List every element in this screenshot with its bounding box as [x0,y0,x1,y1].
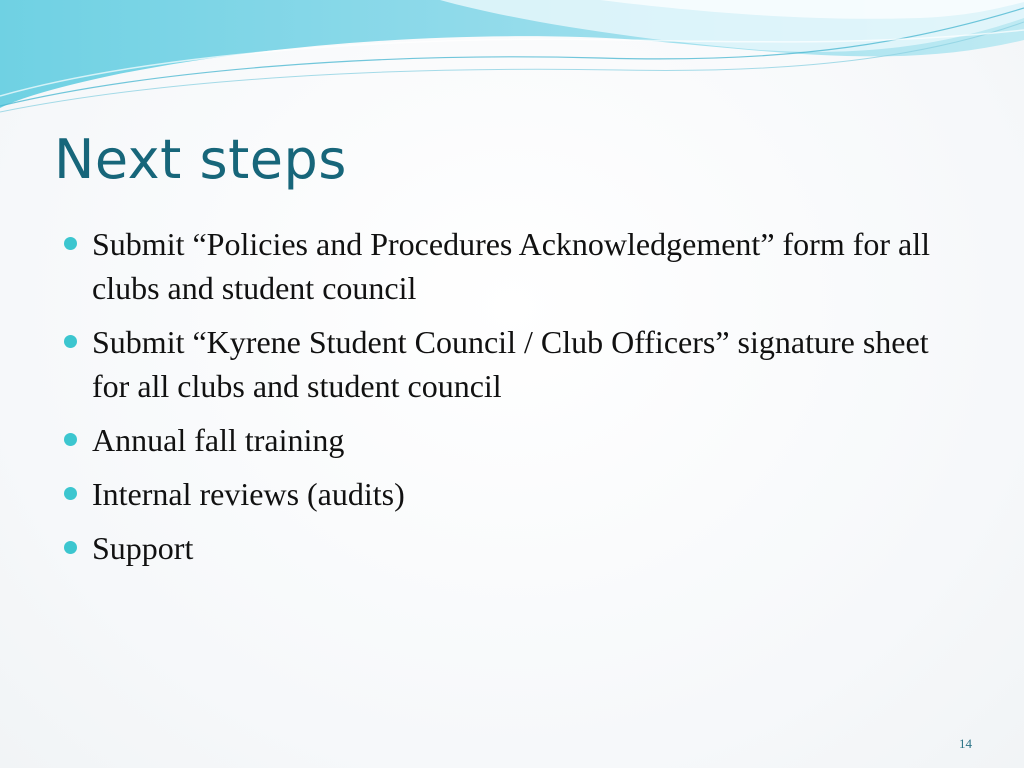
bullet-text: Annual fall training [92,422,345,458]
bullet-text: Internal reviews (audits) [92,476,405,512]
bullet-item [62,418,962,462]
bullet-text: Submit “Policies and Procedures Acknowledgement” form for all clubs and student council [92,226,931,306]
bullet-icon [64,237,77,250]
bullet-item [62,320,962,408]
bullet-icon [64,487,77,500]
bullet-item [62,222,962,310]
header-wave-decoration [0,0,1024,120]
bullet-item [62,526,962,570]
bullet-list [62,222,962,580]
bullet-text: Support [92,530,194,566]
page-number: 14 [959,736,972,751]
slide-title: Next steps [54,128,347,191]
bullet-text: Submit “Kyrene Student Council / Club Officers” signature sheet for all clubs and student council [92,324,929,404]
bullet-icon [64,335,77,348]
bullet-icon [64,433,77,446]
bullet-item [62,472,962,516]
bullet-icon [64,541,77,554]
